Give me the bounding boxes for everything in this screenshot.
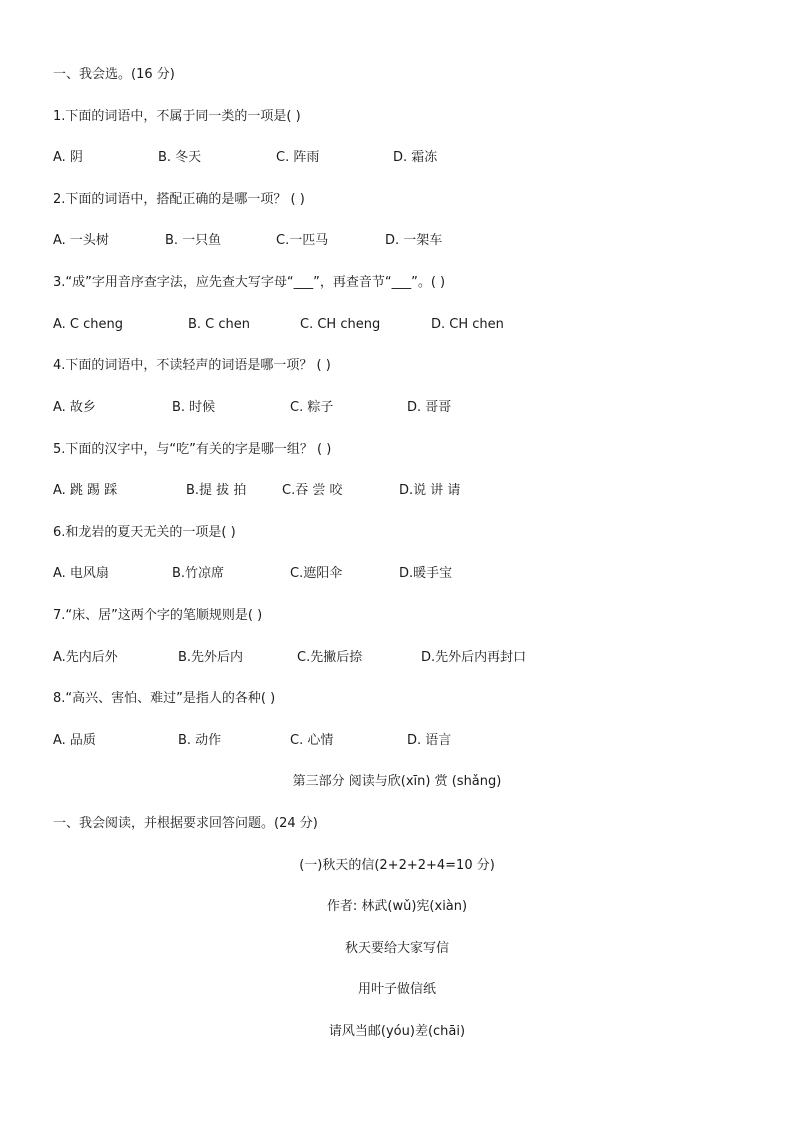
q4-option-b[interactable]: B. 时候 <box>172 400 216 415</box>
q8-option-d[interactable]: D. 语言 <box>407 733 452 748</box>
q7-option-d[interactable]: D.先外后内再封口 <box>421 650 527 665</box>
q8-option-a[interactable]: A. 品质 <box>53 733 96 748</box>
poem-line-3: 请风当邮(yóu)差(chāi) <box>328 1024 466 1039</box>
q3-option-b[interactable]: B. C chen <box>188 317 251 332</box>
q2-option-c[interactable]: C.一匹马 <box>276 233 329 248</box>
poem-line-2: 用叶子做信纸 <box>357 982 436 997</box>
question-4: 4.下面的词语中，不读轻声的词语是哪一项？ ( ) <box>53 358 331 373</box>
q5-option-a[interactable]: A. 跳 踢 踩 <box>53 483 118 498</box>
reading-section-title: 一、我会阅读，并根据要求回答问题。(24 分) <box>53 816 318 831</box>
q1-option-c[interactable]: C. 阵雨 <box>276 150 320 165</box>
q3-option-c[interactable]: C. CH cheng <box>300 317 381 332</box>
q8-option-b[interactable]: B. 动作 <box>178 733 222 748</box>
q3-option-a[interactable]: A. C cheng <box>53 317 124 332</box>
q5-option-b[interactable]: B.提 拔 拍 <box>186 483 247 498</box>
q5-option-c[interactable]: C.吞 尝 咬 <box>282 483 343 498</box>
question-8: 8.“高兴、害怕、难过”是指人的各种( ) <box>53 691 276 706</box>
q7-option-a[interactable]: A.先内后外 <box>53 650 118 665</box>
q4-option-a[interactable]: A. 故乡 <box>53 400 96 415</box>
question-1: 1.下面的词语中，不属于同一类的一项是( ) <box>53 109 301 124</box>
q7-option-c[interactable]: C.先撇后捺 <box>297 650 363 665</box>
question-5: 5.下面的汉字中，与“吃”有关的字是哪一组？ ( ) <box>53 442 332 457</box>
poem-title: (一)秋天的信(2+2+2+4=10 分) <box>299 858 495 873</box>
q6-option-c[interactable]: C.遮阳伞 <box>290 566 343 581</box>
q2-option-d[interactable]: D. 一架车 <box>385 233 443 248</box>
q1-option-b[interactable]: B. 冬天 <box>158 150 202 165</box>
q6-option-b[interactable]: B.竹凉席 <box>172 566 225 581</box>
section1-title: 一、我会选。(16 分) <box>53 67 175 82</box>
question-6: 6.和龙岩的夏天无关的一项是( ) <box>53 525 236 540</box>
q4-option-c[interactable]: C. 粽子 <box>290 400 334 415</box>
q6-option-d[interactable]: D.暖手宝 <box>399 566 453 581</box>
part3-title: 第三部分 阅读与欣(xīn) 赏 (shǎng) <box>292 774 502 789</box>
question-7: 7.“床、居”这两个字的笔顺规则是( ) <box>53 608 263 623</box>
q8-option-c[interactable]: C. 心情 <box>290 733 334 748</box>
poem-line-1: 秋天要给大家写信 <box>344 941 449 956</box>
question-3: 3.“成”字用音序查字法，应先查大写字母“___”，再查音节“___”。( ) <box>53 275 446 290</box>
q2-option-a[interactable]: A. 一头树 <box>53 233 109 248</box>
q7-option-b[interactable]: B.先外后内 <box>178 650 244 665</box>
q3-option-d[interactable]: D. CH chen <box>431 317 504 332</box>
q1-option-a[interactable]: A. 阴 <box>53 150 83 165</box>
q2-option-b[interactable]: B. 一只鱼 <box>165 233 222 248</box>
q6-option-a[interactable]: A. 电风扇 <box>53 566 109 581</box>
question-2: 2.下面的词语中，搭配正确的是哪一项？ ( ) <box>53 192 305 207</box>
q5-option-d[interactable]: D.说 讲 请 <box>399 483 461 498</box>
poem-author: 作者: 林武(wǔ)宪(xiàn) <box>326 899 468 914</box>
q4-option-d[interactable]: D. 哥哥 <box>407 400 452 415</box>
q1-option-d[interactable]: D. 霜冻 <box>393 150 438 165</box>
